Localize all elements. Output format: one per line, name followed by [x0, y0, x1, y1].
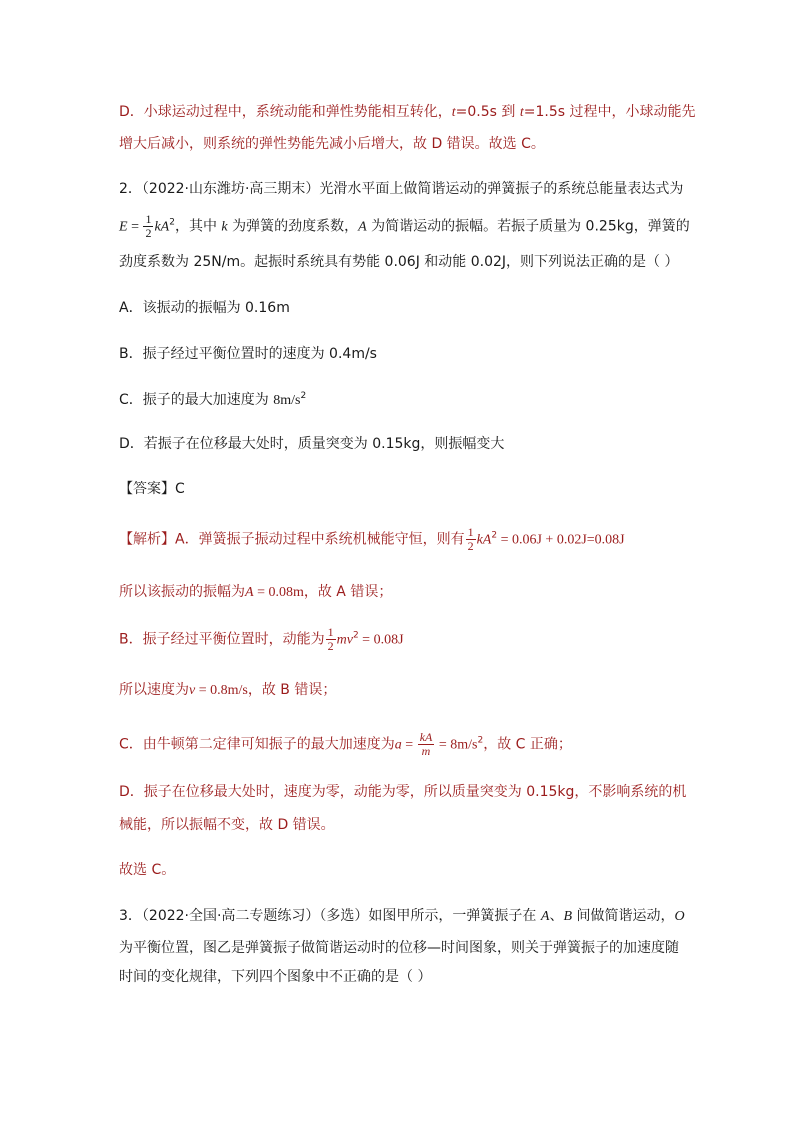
c-tail: ，故 C 正确；	[483, 736, 572, 753]
c-a-symbol: a	[394, 737, 402, 753]
amp-formula: A	[245, 585, 254, 600]
q2-option-c-value: 8m/s	[273, 393, 301, 408]
analysis-a-text: A．弹簧振子振动过程中系统机械能守恒，则有	[175, 531, 465, 548]
q2-stem-text-b: 为弹簧的劲度系数，	[227, 218, 359, 235]
amp-text: 所以该振动的振幅为	[119, 584, 245, 600]
q2-k-symbol: k	[221, 219, 228, 235]
q3-o-symbol: O	[674, 909, 685, 924]
q2-stem-text-c: 为简谐运动的振幅。若振子质量为 0.25kg，弹簧的	[366, 218, 690, 235]
frac-denominator: 2	[467, 539, 474, 553]
q3-text-a: 3．（2022·全国·高二专题练习）（多选）如图甲所示，一弹簧振子在	[119, 908, 541, 924]
q2-option-c	[119, 390, 306, 411]
b-text: B．振子经过平衡位置时，动能为	[119, 631, 325, 648]
q3-stem-line2: 为平衡位置，图乙是弹簧振子做简谐运动时的位移—时间图象，则关于弹簧振子的加速度随	[119, 940, 679, 956]
v-tail: ，故 B 错误；	[247, 682, 337, 698]
c-eq: =	[401, 737, 417, 753]
q2-formula-ka: kA	[154, 219, 170, 235]
q2-analysis-d-line2: 械能，所以振幅不变，故 D 错误。	[119, 817, 335, 833]
q2-a-symbol: A	[358, 219, 367, 235]
q2-stem-line1: 2．（2022·山东潍坊·高三期末）光滑水平面上做简谐运动的弹簧振子的系统总能量表达式为	[119, 181, 684, 197]
q2-option-b: B．振子经过平衡位置时的速度为 0.4m/s	[119, 346, 377, 362]
q2-analysis-b	[119, 626, 404, 653]
c-fraction	[418, 731, 435, 758]
q2-answer	[119, 479, 185, 499]
v-text: 所以速度为	[119, 682, 189, 698]
amp-tail: ，故 A 错误；	[303, 584, 393, 600]
q2-stem-text-a: ，其中	[174, 218, 222, 235]
q2-stem-line2	[119, 213, 690, 240]
b-formula: mv	[336, 632, 353, 648]
q3-a-symbol: A	[540, 909, 550, 924]
q1-t-symbol: t	[451, 105, 456, 120]
q2-conclusion: 故选 C。	[119, 862, 176, 878]
q2-option-a: A．该振动的振幅为 0.16m	[119, 300, 290, 316]
q2-option-c-sup: 2	[300, 391, 307, 401]
q2-analysis-c	[119, 731, 572, 758]
v-formula: v	[189, 683, 196, 698]
q2-analysis-d-line1: D．振子在位移最大处时，速度为零，动能为零，所以质量突变为 0.15kg，不影响系统的机	[119, 784, 687, 800]
q2-amplitude-line	[119, 582, 392, 603]
frac-numerator: 1	[145, 212, 152, 226]
analysis-label: 【解析】	[119, 531, 175, 548]
q1-option-d-text-b: =0.5s 到	[455, 104, 520, 120]
c-sup: 2	[477, 735, 484, 746]
q1-option-d-line2: 增大后减小，则系统的弹性势能先减小后增大，故 D 错误。故选 C。	[119, 136, 545, 152]
q1-t-symbol-2: t	[519, 105, 524, 120]
q2-stem-line3: 劲度系数为 25N/m。起振时系统具有势能 0.06J 和动能 0.02J，则下列说法正确的是（ ）	[119, 254, 679, 270]
frac-numerator: 1	[467, 525, 474, 539]
q2-formula-eq: =	[127, 219, 143, 235]
b-sup: 2	[352, 630, 359, 641]
frac-denominator: 2	[145, 226, 152, 240]
v-value: = 0.8m/s	[195, 683, 248, 698]
q1-option-d-text-a: D．小球运动过程中，系统动能和弹性势能相互转化，	[119, 104, 452, 120]
frac-numerator: 1	[327, 625, 334, 639]
q3-b-symbol: B	[563, 909, 573, 924]
analysis-a-formula: kA	[476, 532, 492, 548]
c-text: C．由牛顿第二定律可知振子的最大加速度为	[119, 736, 395, 753]
c-value: = 8m/s	[435, 737, 478, 753]
frac-denominator: 2	[327, 639, 334, 653]
analysis-a-rest: = 0.06J + 0.02J=0.08J	[497, 532, 625, 548]
q3-sep: 、	[549, 908, 564, 924]
q1-option-d-line1	[119, 102, 696, 123]
q3-stem-line3: 时间的变化规律，下列四个图象中不正确的是（ ）	[119, 969, 432, 985]
q2-option-c-text: C．振子的最大加速度为	[119, 392, 274, 408]
q1-option-d-text-c: =1.5s 过程中，小球动能先	[523, 104, 696, 120]
frac-numerator: kA	[419, 730, 433, 744]
b-rest: = 0.08J	[358, 632, 404, 648]
q3-text-b: 间做简谐运动，	[572, 908, 675, 924]
q2-option-d: D．若振子在位移最大处时，质量突变为 0.15kg，则振幅变大	[119, 436, 505, 452]
q3-stem-line1	[119, 906, 685, 927]
q2-formula-e: E	[119, 219, 128, 235]
amp-value: = 0.08m	[253, 585, 304, 600]
q2-formula-sup: 2	[169, 217, 175, 228]
frac-denominator: m	[421, 744, 431, 758]
b-fraction	[326, 626, 336, 653]
q2-velocity-line	[119, 680, 336, 701]
analysis-a-sup: 2	[491, 530, 498, 541]
answer-text: 【答案】C	[119, 481, 185, 497]
q2-analysis-a	[119, 526, 625, 553]
analysis-a-fraction	[466, 526, 476, 553]
q2-formula-fraction	[143, 213, 153, 240]
